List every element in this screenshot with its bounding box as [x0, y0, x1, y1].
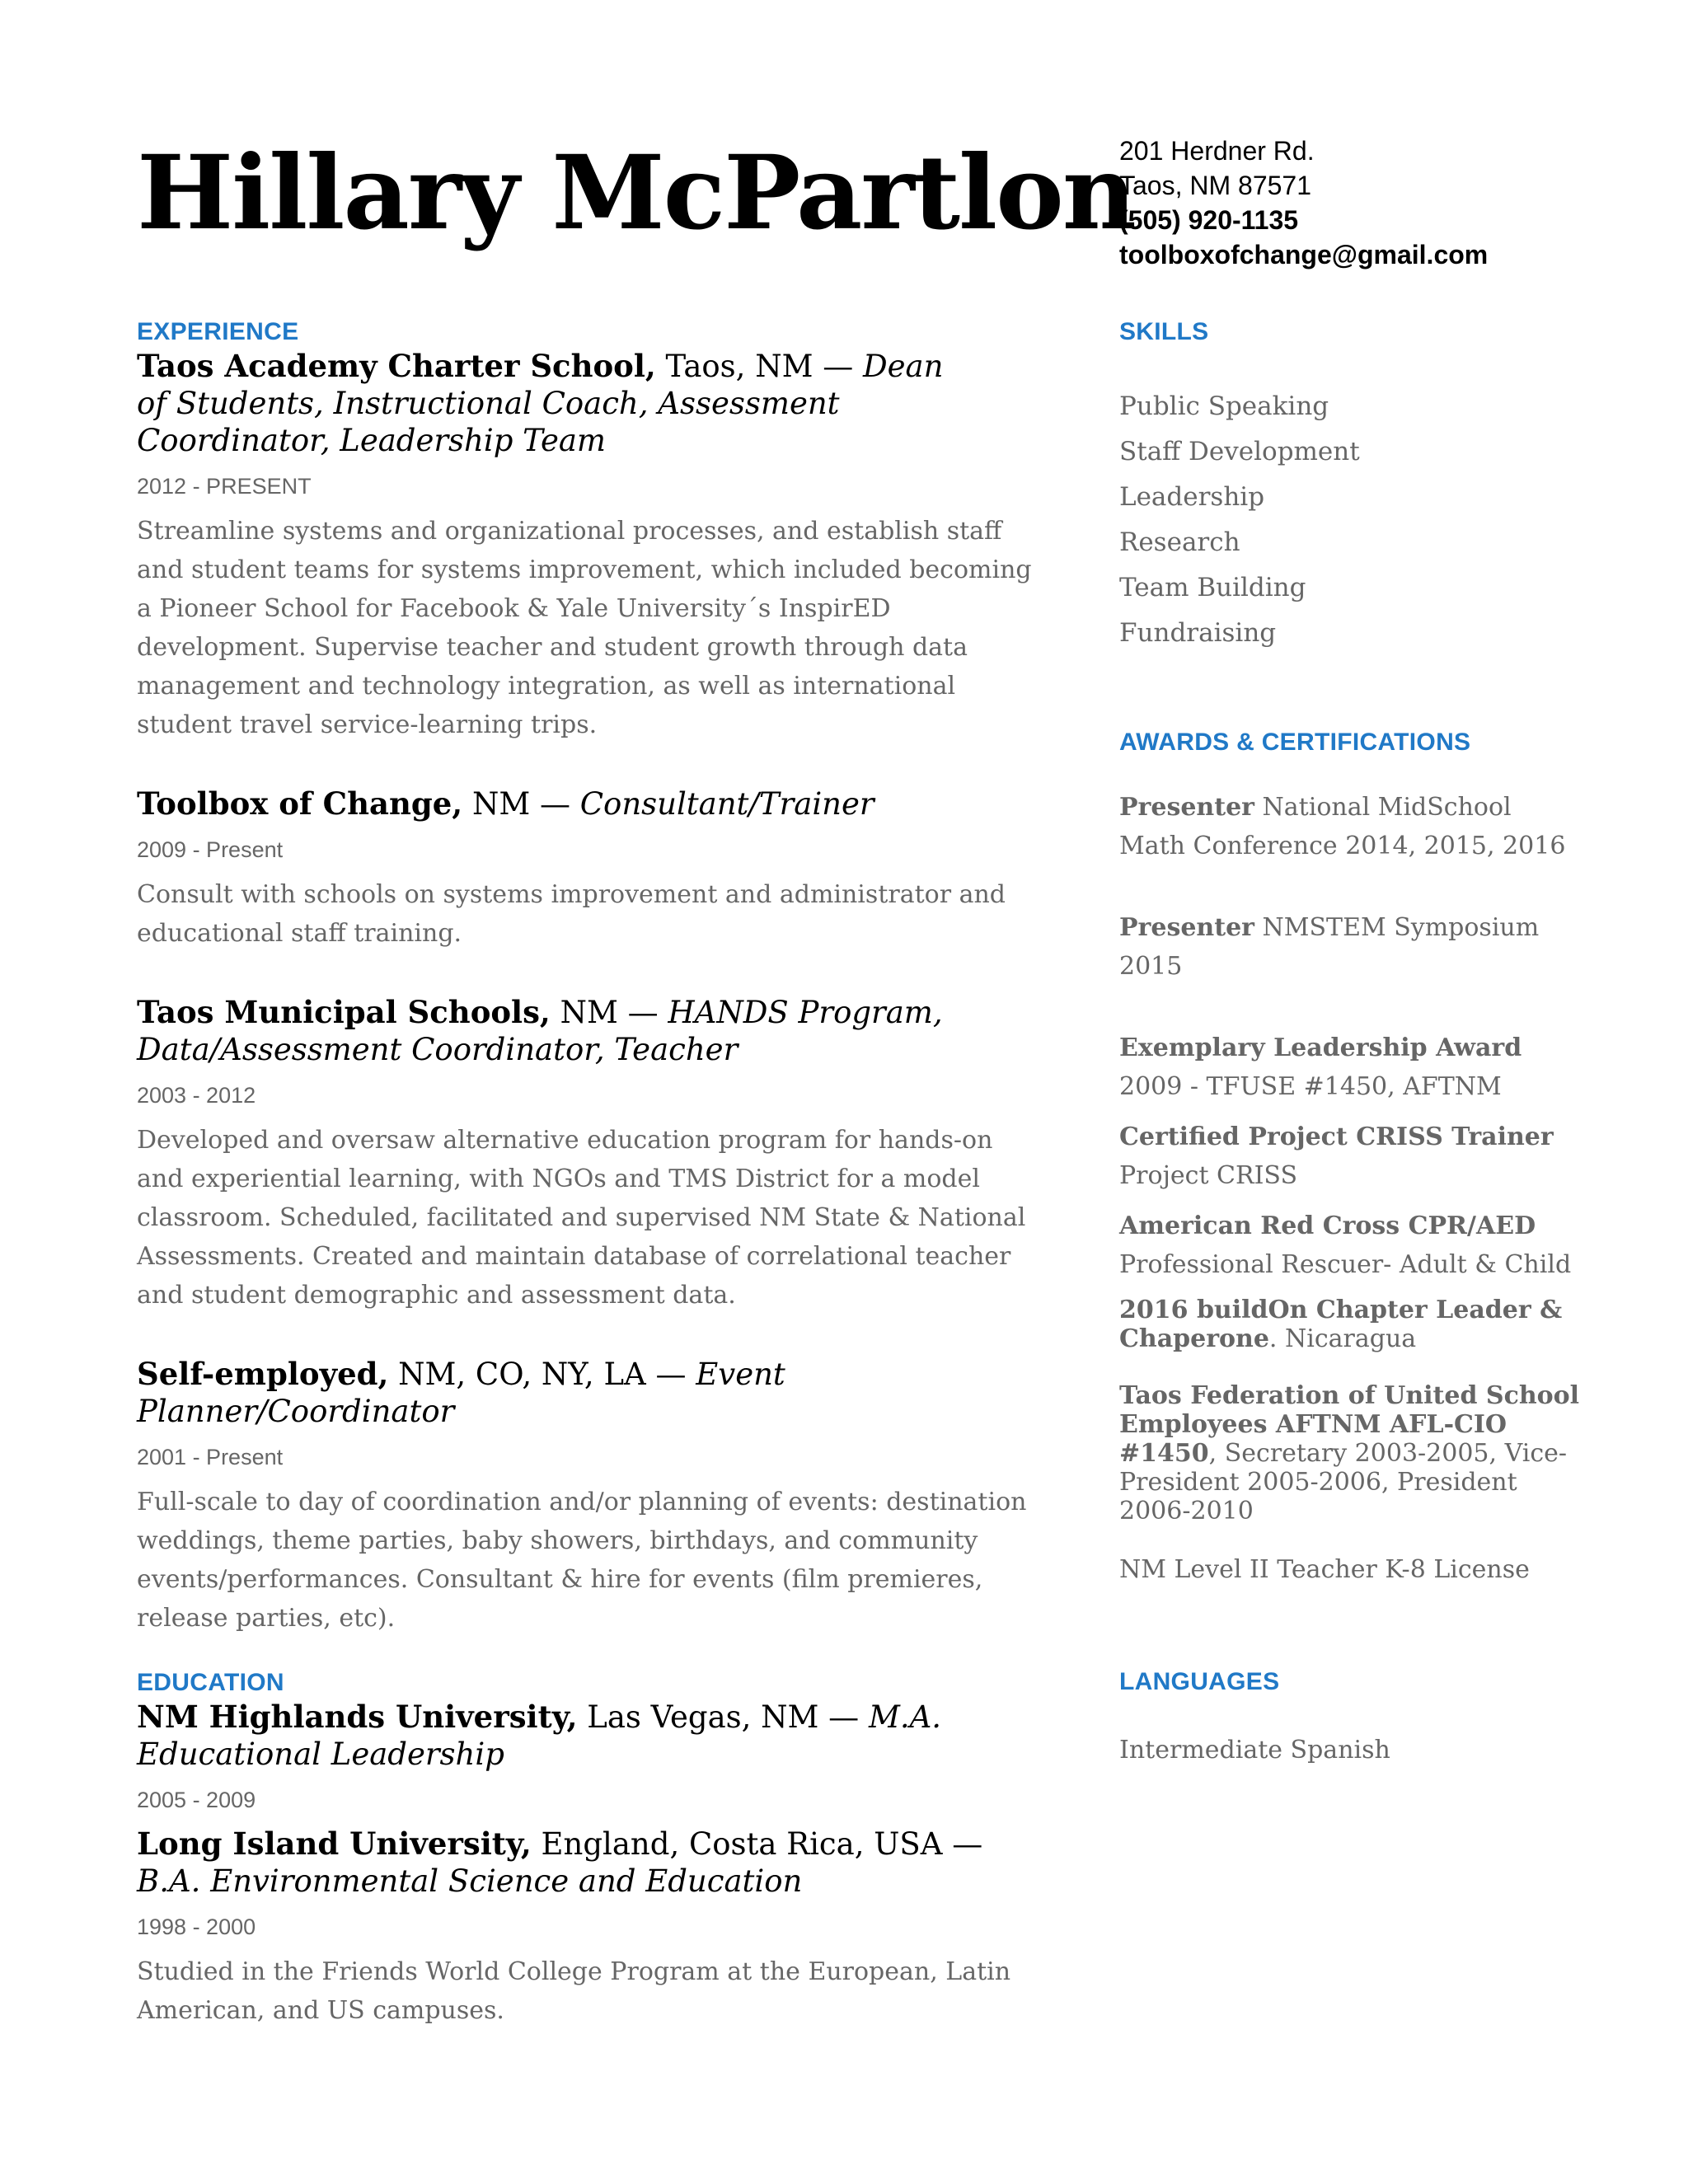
school-degree: B.A. Environmental Science and Education	[137, 1863, 803, 1899]
job-title-line	[137, 1356, 796, 1430]
job-description: Developed and oversaw alternative education program for hands-on and experiential learning, with NGOs and TMS District for a model classroom. Scheduled, facilitated and supervised NM State & National Assessments. Created and maintain database of correlational teacher and student demographic and assessment data.	[137, 1126, 1026, 1310]
award-title: 2016 buildOn Chapter Leader & Chaperone	[1119, 1296, 1563, 1353]
job-title-line	[137, 994, 961, 1068]
phone-number: (505) 920-1135	[1119, 205, 1299, 235]
job-location: Taos, NM —	[655, 349, 863, 384]
skills-heading: SKILLS	[1119, 318, 1209, 345]
award-item	[1119, 1296, 1581, 1353]
experience-heading: EXPERIENCE	[137, 318, 299, 345]
award-detail: Professional Rescuer- Adult & Child	[1119, 1250, 1572, 1279]
award-title: Presenter	[1119, 913, 1254, 942]
email-address: toolboxofchange@gmail.com	[1119, 240, 1489, 269]
award-detail: 2009 - TFUSE #1450, AFTNM	[1119, 1072, 1502, 1101]
school-dates: 2005 - 2009	[137, 1788, 256, 1812]
job-location: NM —	[462, 786, 580, 822]
award-item	[1119, 788, 1581, 865]
skill-item: Team Building	[1119, 573, 1306, 602]
job-entry	[137, 348, 1043, 744]
job-description: Streamline systems and organizational processes, and establish staff and student teams for systems improvement, which included becoming a Pioneer School for Facebook & Yale University´s InspirED development. Supervise teacher and student growth through data management and technology integration, as well as international student travel service-learning trips.	[137, 517, 1032, 739]
job-title-line	[137, 785, 1043, 823]
skill-item: Public Speaking	[1119, 391, 1329, 421]
job-dates: 2003 - 2012	[137, 1083, 256, 1108]
job-dates: 2001 - Present	[137, 1445, 284, 1469]
award-detail: , Secretary 2003-2005, Vice-President 2005-2006, President 2006-2010	[1119, 1439, 1568, 1526]
job-location: NM —	[550, 995, 668, 1030]
job-org: Self-employed,	[137, 1356, 389, 1392]
skill-item: Research	[1119, 527, 1240, 557]
award-item	[1119, 1555, 1581, 1584]
education-heading: EDUCATION	[137, 1669, 284, 1696]
school-location: Las Vegas, NM —	[577, 1699, 869, 1735]
job-description: Full-scale to day of coordination and/or planning of events: destination weddings, theme parties, baby showers, birthdays, and community events/performances. Consultant & hire for events (film premieres, release parties, etc).	[137, 1488, 1027, 1633]
school-description: Studied in the Friends World College Program at the European, Latin American, and US campuses.	[137, 1957, 1011, 2025]
job-entry	[137, 785, 1043, 953]
award-item	[1119, 1381, 1581, 1526]
job-role: Event Planner/Coordinator	[137, 1357, 785, 1429]
job-org: Taos Municipal Schools,	[137, 994, 551, 1030]
job-entry	[137, 994, 1043, 1315]
award-detail: NM Level II Teacher K-8 License	[1119, 1555, 1530, 1584]
resume-name: Hillary McPartlon	[137, 134, 1135, 253]
job-title-line	[137, 348, 961, 459]
job-dates: 2009 - Present	[137, 837, 284, 862]
award-item	[1119, 1207, 1581, 1284]
school-dates: 1998 - 2000	[137, 1915, 256, 1939]
skill-item: Staff Development	[1119, 437, 1360, 466]
job-role: HANDS Program, Data/Assessment Coordinator, Teacher	[137, 995, 943, 1067]
job-org: Toolbox of Change,	[137, 785, 463, 822]
school-title-line	[137, 1825, 1052, 1900]
job-dates: 2012 - PRESENT	[137, 474, 312, 499]
award-item	[1119, 1029, 1581, 1106]
award-detail: . Nicaragua	[1268, 1324, 1417, 1353]
skills-list	[1119, 384, 1581, 656]
award-item	[1119, 908, 1581, 986]
award-item	[1119, 1118, 1581, 1195]
school-name: Long Island University,	[137, 1825, 532, 1862]
award-title: Exemplary Leadership Award	[1119, 1033, 1522, 1062]
address-line-1: 201 Herdner Rd.	[1119, 136, 1315, 166]
job-description: Consult with schools on systems improvement and administrator and educational staff training.	[137, 880, 1006, 948]
job-org: Taos Academy Charter School,	[137, 348, 656, 384]
award-detail: Project CRISS	[1119, 1161, 1298, 1190]
award-title: Presenter	[1119, 793, 1254, 822]
award-detail: National MidSchool Math Conference 2014, 2015, 2016	[1119, 793, 1566, 860]
job-entry	[137, 1356, 1043, 1638]
language-item: Intermediate Spanish	[1119, 1736, 1390, 1765]
languages-heading: LANGUAGES	[1119, 1668, 1280, 1695]
school-location: England, Costa Rica, USA —	[531, 1826, 983, 1862]
award-title: Certified Project CRISS Trainer	[1119, 1122, 1554, 1151]
education-entry	[137, 1699, 1043, 1814]
award-title: American Red Cross CPR/AED	[1119, 1212, 1536, 1240]
job-role: Dean of Students, Instructional Coach, Assessment Coordinator, Leadership Team	[137, 349, 944, 458]
skill-item: Fundraising	[1119, 618, 1277, 648]
award-detail: NMSTEM Symposium 2015	[1119, 913, 1540, 981]
school-degree: M.A. Educational Leadership	[137, 1699, 942, 1772]
address-line-2: Taos, NM 87571	[1119, 171, 1312, 200]
main-column	[137, 316, 1043, 2030]
education-entry	[137, 1825, 1043, 2030]
job-role: Consultant/Trainer	[579, 786, 874, 822]
school-name: NM Highlands University,	[137, 1699, 578, 1735]
sidebar-column	[1119, 316, 1581, 1769]
school-title-line	[137, 1699, 961, 1773]
award-title: Taos Federation of United School Employees AFTNM AFL-CIO #1450	[1119, 1381, 1580, 1468]
contact-block	[1119, 134, 1488, 272]
job-location: NM, CO, NY, LA —	[388, 1357, 696, 1392]
skill-item: Leadership	[1119, 482, 1265, 512]
awards-heading: AWARDS & CERTIFICATIONS	[1119, 729, 1471, 756]
